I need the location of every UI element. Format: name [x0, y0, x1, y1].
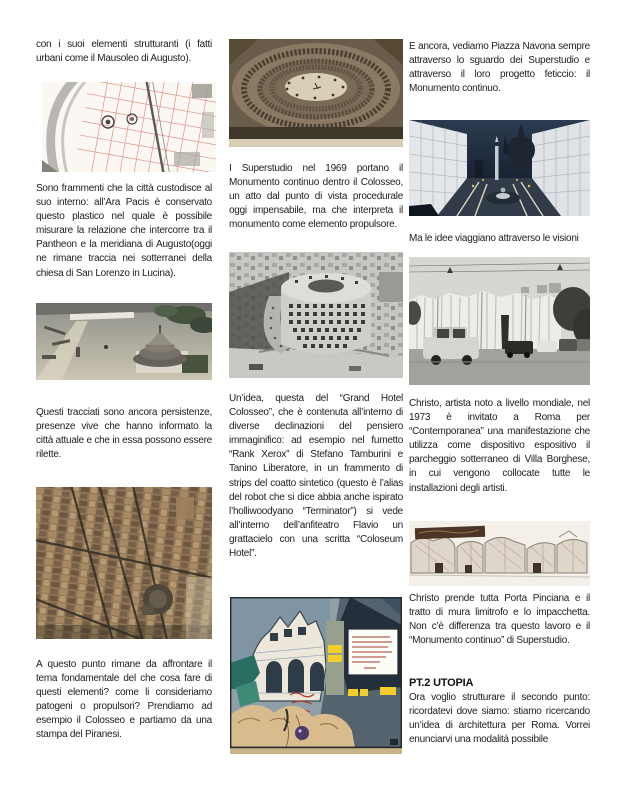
left-paragraph-1: con i suoi elementi strutturanti (i fatti urbani come il Mausoleo di Augusto).: [36, 39, 212, 65]
left-paragraph-3: Questi tracciati sono ancora persistenze, presenze vive che hanno informato la città attuale e che in essa possono essere rilette.: [36, 407, 212, 461]
rome-aerial-picture: [36, 487, 212, 639]
ara-pacis-model-photo: [36, 303, 212, 380]
christo-project-drawing: [409, 521, 590, 586]
left-paragraph-2: Sono frammenti che la città custodisce al suo interno: all’Ara Pacis è conservato questo plastico nel quale è possibile misurare la relazione che intercorre tra il Pantheon e la meridiana di Augusto(oggi ne rimane traccia nei sotterranei della chiesa di San Lorenzo in Lucina).: [36, 183, 212, 279]
piazza-navona-montage-photo: [409, 120, 590, 216]
christo-project-sketch: [409, 521, 590, 586]
right-paragraph-3: Christo, artista noto a livello mondiale, nel 1973 è invitato a Roma per “Contemporanea” una manifestazione che utilizza come dispositivo espositivo il parcheggio sotterraneo di Villa Borghese, in cui vengono collocate tutte le installazioni degli artisti.: [409, 398, 590, 494]
right-paragraph-4: Christo prende tutta Porta Pinciana e il tratto di mura limitrofo e lo impacchetta. Non c’è differenza tra questo lavoro e il “Monumento continuo” di Superstudio.: [409, 593, 590, 647]
christo-wrapped-wall-picture: [409, 257, 590, 385]
rank-xerox-comic-picture: [230, 597, 402, 754]
rank-xerox-comic-panel: [230, 597, 402, 754]
superstudio-colosseum-picture: [229, 252, 403, 378]
piranesi-colosseum-etching: [229, 39, 403, 147]
piazza-navona-picture: [409, 120, 590, 216]
section-heading-pt2-utopia: PT.2 UTOPIA: [409, 677, 474, 689]
ara-pacis-plan-drawing: [42, 82, 216, 172]
piranesi-colosseum-picture: [229, 39, 403, 147]
ara-pacis-model-picture: [36, 303, 212, 380]
right-paragraph-2: Ma le idee viaggiano attraverso le visioni: [409, 233, 579, 244]
middle-paragraph-1: I Superstudio nel 1969 portano il Monumento continuo dentro il Colosseo, un atto dal punto di vista procedurale oggi impensabile, ma che interpreta il monumento come elemento propulsore.: [229, 163, 403, 231]
middle-paragraph-2: Un’idea, questa del “Grand Hotel Colosseo”, che è contenuta all’interno di diverse declinazioni del pensiero immaginifico: ad esempio nel fumetto “Rank Xerox” di Stefano Tamburini e Tanino Liberatore, in un frammento di strips del coatto sintetico (questo è l’alias del robot che si dice abbia anche ispirato l’holliwoodyano “Terminator”) si vede all’interno dell’anfiteatro Flavio un grattacielo con una scritta “Coloseum Hotel”.: [229, 393, 403, 560]
right-paragraph-5: Ora voglio strutturare il secondo punto: ricordatevi dove siamo: stiamo ricercando un’idea di architettura per Roma. Vorrei enunciarvi una modalità possibile: [409, 692, 590, 746]
left-paragraph-4: A questo punto rimane da affrontare il tema fondamentale del che cosa fare di questi elementi? come li consideriamo patogeni o propulsori? Prendiamo ad esempio il Colosseo e partiamo da una stampa del Piranesi.: [36, 659, 212, 741]
rome-aerial-photo: [36, 487, 212, 639]
right-paragraph-1: E ancora, vediamo Piazza Navona sempre attraverso lo sguardo dei Superstudio e attraverso il loro progetto feticcio: il Monumento continuo.: [409, 41, 590, 95]
superstudio-colosseum-photomontage: [229, 252, 403, 378]
ara-pacis-plan-image: [42, 82, 216, 172]
christo-wrapped-wall-photo: [409, 257, 590, 385]
